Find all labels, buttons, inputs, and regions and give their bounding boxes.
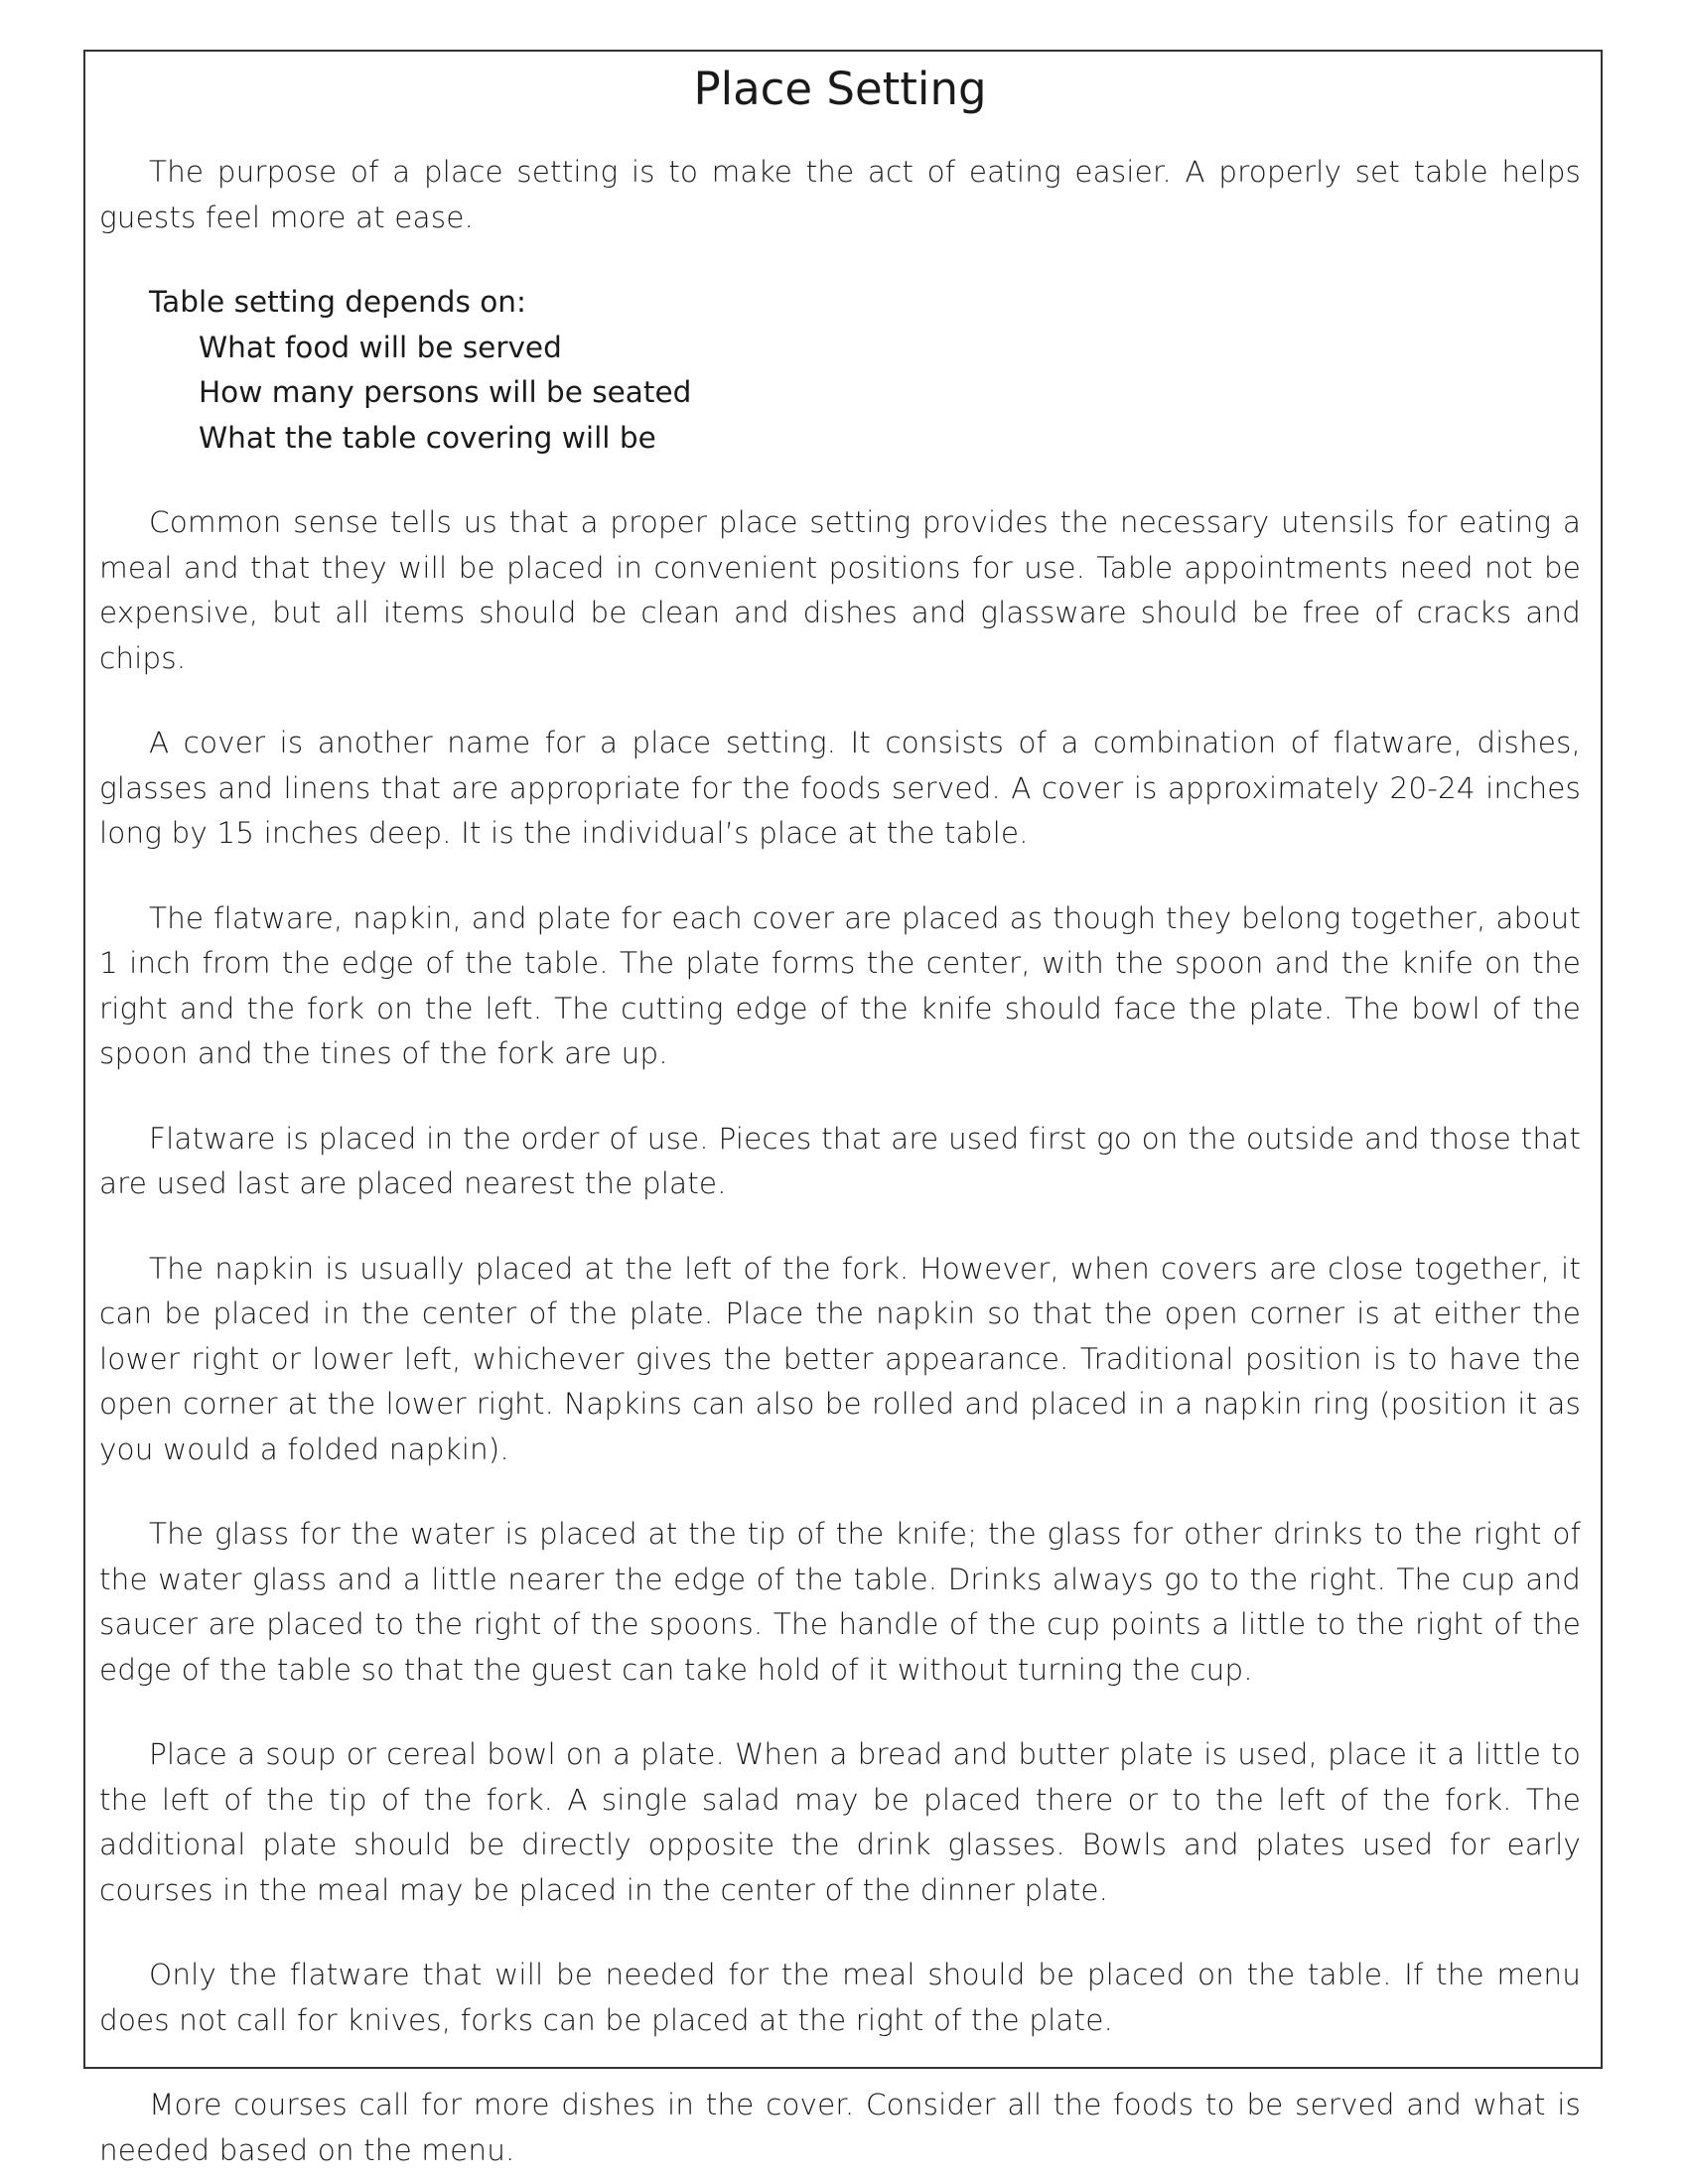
page-frame xyxy=(83,50,1603,2167)
depends-list xyxy=(99,280,1581,461)
paragraph-order-of-use: Flatware is placed in the order of use. Pieces that are used first go on the outside and those that are used last are placed nearest the plate. xyxy=(99,1121,1581,1200)
depends-list-items xyxy=(149,326,1581,462)
paragraph-cover: A cover is another name for a place setting. It consists of a combination of flatware, dishes, glasses and linens that are appropriate for the foods served. A cover is approximately 20-24 inches long by 15 inches deep. It is the individual’s place at the table. xyxy=(99,726,1581,850)
depends-list-heading: Table setting depends on: xyxy=(149,285,526,319)
paragraph-flatware-napkin-plate: The flatware, napkin, and plate for each cover are placed as though they belong together, about 1 inch from the edge of the table. The plate forms the center, with the spoon and the knife on the right and the fork on the left. The cutting edge of the knife should face the plate. The bowl of the spoon and the tines of the fork are up. xyxy=(99,900,1581,1070)
paragraph-bowls-plates: Place a soup or cereal bowl on a plate. When a bread and butter plate is used, place it a little to the left of the tip of the fork. A single salad may be placed there or to the left of the fork. The additional plate should be directly opposite the drink glasses. Bowls and plates used for early courses in the meal may be placed in the center of the dinner plate. xyxy=(99,1737,1581,1907)
paragraph-glass: The glass for the water is placed at the tip of the knife; the glass for other drinks to the right of the water glass and a little nearer the edge of the table. Drinks always go to the right. The cup and saucer are placed to the right of the spoons. The handle of the cup points a little to the right of the edge of the table so that the guest can take hold of it without turning the cup. xyxy=(99,1517,1581,1687)
list-item: What food will be served xyxy=(199,330,562,364)
list-item: What the table covering will be xyxy=(199,420,656,455)
paragraph-only-flatware: Only the flatware that will be needed for the meal should be placed on the table. If the menu does not call for knives, forks can be placed at the right of the plate. xyxy=(99,1958,1581,2037)
paragraph-common-sense: Common sense tells us that a proper place setting provides the necessary utensils for eating a meal and that they will be placed in convenient positions for use. Table appointments need not be expensive, but all items should be clean and dishes and glassware should be free of cracks and chips. xyxy=(99,505,1581,675)
paragraph-purpose: The purpose of a place setting is to make the act of eating easier. A properly set table helps guests feel more at ease. xyxy=(99,155,1581,234)
list-item: How many persons will be seated xyxy=(199,375,692,409)
page-title: Place Setting xyxy=(693,63,987,115)
paragraph-napkin: The napkin is usually placed at the left of the fork. However, when covers are close together, it can be placed in the center of the plate. Place the napkin so that the open corner is at either the lower right or lower left, whichever gives the better appearance. Traditional position is to have the open corner at the lower right. Napkins can also be rolled and placed in a napkin ring (position it as you would a folded napkin). xyxy=(99,1251,1581,1466)
paragraph-more-courses: More courses call for more dishes in the cover. Consider all the foods to be served and what is needed based on the menu. xyxy=(99,2088,1581,2167)
